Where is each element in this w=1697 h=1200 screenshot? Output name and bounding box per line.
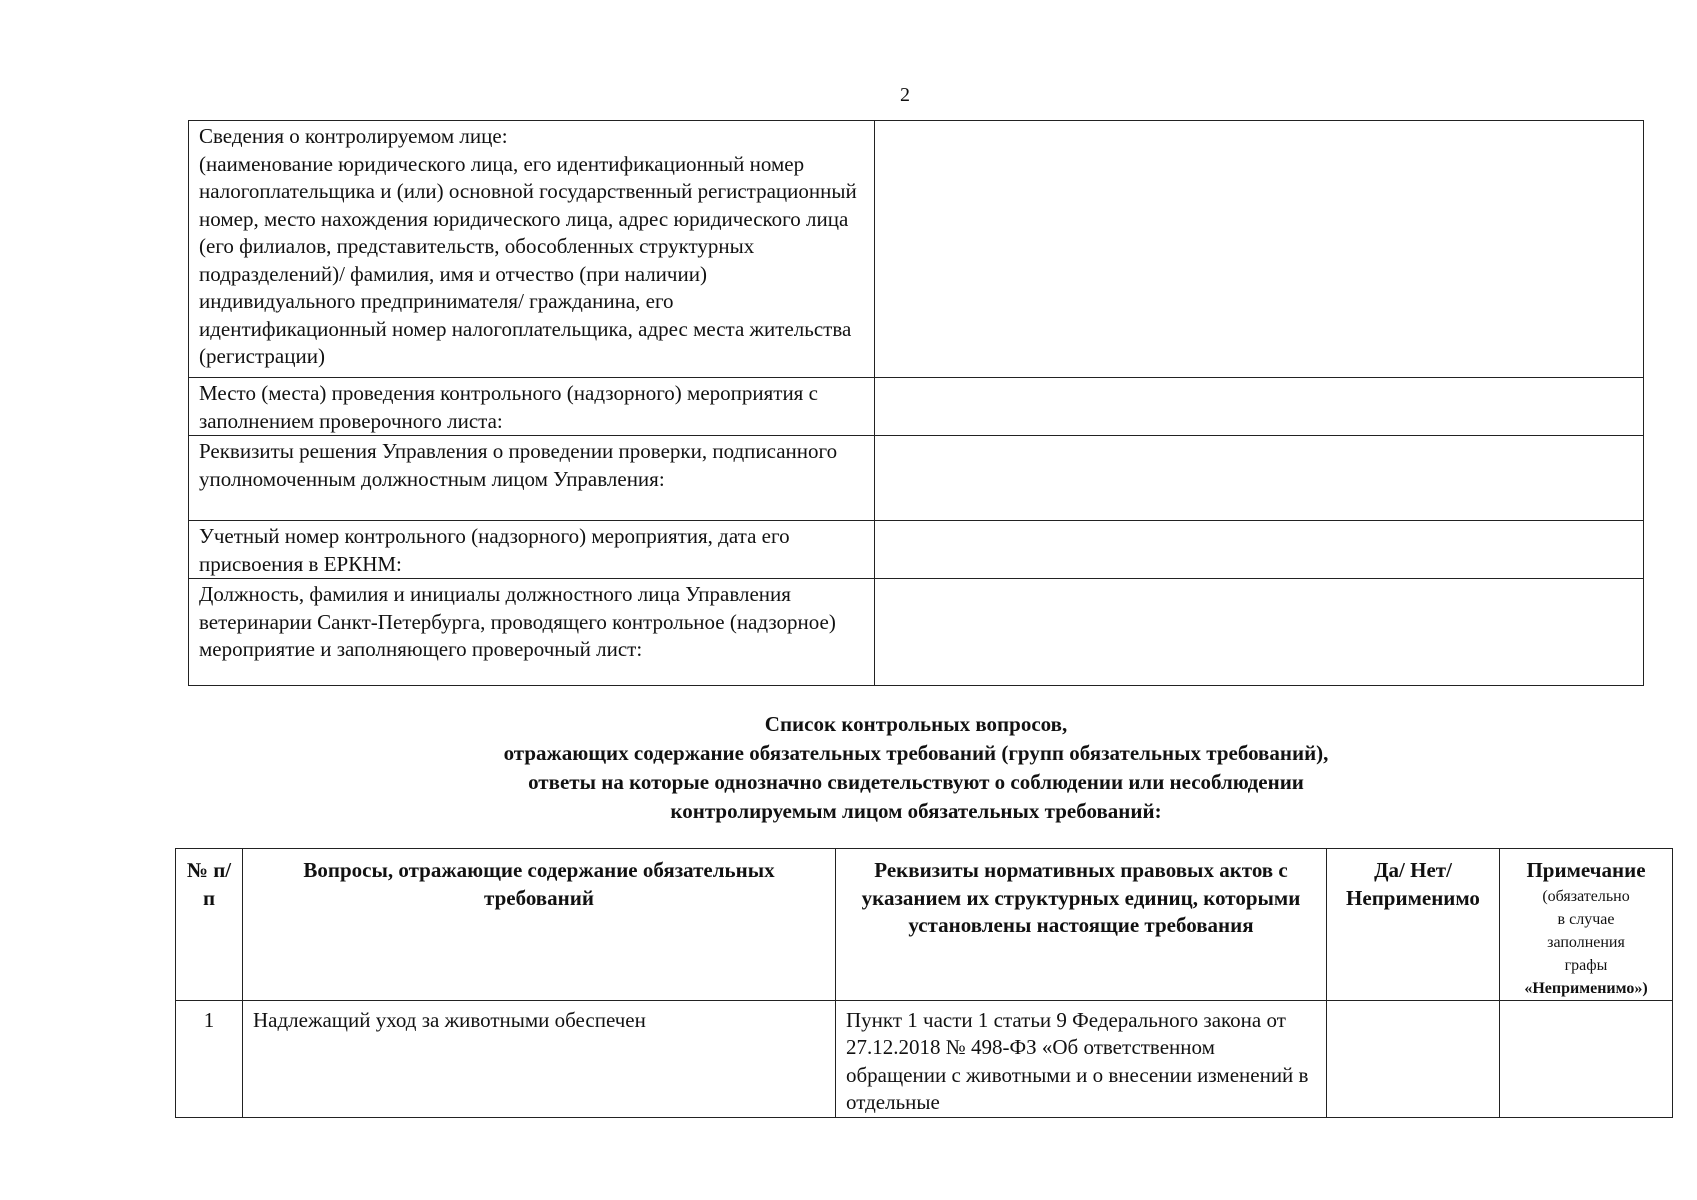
info-row-official — [189, 579, 1644, 686]
row-question: Надлежащий уход за животными обеспечен — [243, 1000, 836, 1117]
info-row-location — [189, 378, 1644, 436]
info-value-field[interactable] — [875, 121, 1644, 378]
header-note — [1500, 849, 1673, 1001]
info-value-field[interactable] — [875, 579, 1644, 686]
header-question: Вопросы, отражающие содержание обязательных требований — [243, 849, 836, 1001]
header-requisites: Реквизиты нормативных правовых актов с указанием их структурных единиц, которыми установлены настоящие требования — [836, 849, 1327, 1001]
heading-line: Список контрольных вопросов, — [764, 712, 1068, 736]
info-label: Учетный номер контрольного (надзорного) мероприятия, дата его присвоения в ЕРКНМ: — [189, 521, 875, 579]
info-label-text: Сведения о контролируемом лице: (наименование юридического лица, его идентификационный номер налогоплательщика и (или) основной государственный регистрационный номер, место нахождения юридического лица, адрес юридического лица (его филиалов, представительств, обособленных структурных подразделений)/ фамилия, имя и отчество (при наличии) индивидуального предпринимателя/ гражданина, его идентификационный номер налогоплательщика, адрес места жительства (регистрации) — [199, 124, 857, 368]
row-answer-field[interactable] — [1327, 1000, 1500, 1117]
info-label — [189, 121, 875, 378]
info-value-field[interactable] — [875, 378, 1644, 436]
header-note-emphasis: «Неприменимо») — [1524, 979, 1648, 997]
info-row-controlled-person — [189, 121, 1644, 378]
header-note-subtitle: (обязательно в случае заполнения графы — [1542, 887, 1630, 974]
page-number: 2 — [900, 84, 910, 106]
heading-line: ответы на которые однозначно свидетельствуют о соблюдении или несоблюдении — [528, 770, 1304, 794]
row-requisites: Пункт 1 части 1 статьи 9 Федерального закона от 27.12.2018 № 498-ФЗ «Об ответственном обращении с животными и о внесении изменений в отдельные — [836, 1000, 1327, 1117]
control-questions-table — [175, 848, 1673, 1118]
table-header-row — [176, 849, 1673, 1001]
info-label: Место (места) проведения контрольного (надзорного) мероприятия с заполнением проверочного листа: — [189, 378, 875, 436]
row-note-field[interactable] — [1500, 1000, 1673, 1117]
header-note-title: Примечание — [1526, 858, 1646, 882]
info-row-registration-number — [189, 521, 1644, 579]
info-value-field[interactable] — [875, 521, 1644, 579]
info-row-decision-details — [189, 436, 1644, 521]
info-label: Реквизиты решения Управления о проведении проверки, подписанного уполномоченным должностным лицом Управления: — [189, 436, 875, 521]
control-questions-heading — [188, 710, 1644, 826]
controlled-person-info-table — [188, 120, 1644, 686]
info-label: Должность, фамилия и инициалы должностного лица Управления ветеринарии Санкт-Петербурга, проводящего контрольное (надзорное) мероприятие и заполняющего проверочный лист: — [189, 579, 875, 686]
heading-line: контролируемым лицом обязательных требований: — [670, 799, 1162, 823]
table-row — [176, 1000, 1673, 1117]
info-value-field[interactable] — [875, 436, 1644, 521]
heading-line: отражающих содержание обязательных требований (групп обязательных требований), — [503, 741, 1329, 765]
header-number: № п/п — [176, 849, 243, 1001]
row-number: 1 — [176, 1000, 243, 1117]
header-answer: Да/ Нет/ Неприменимо — [1327, 849, 1500, 1001]
